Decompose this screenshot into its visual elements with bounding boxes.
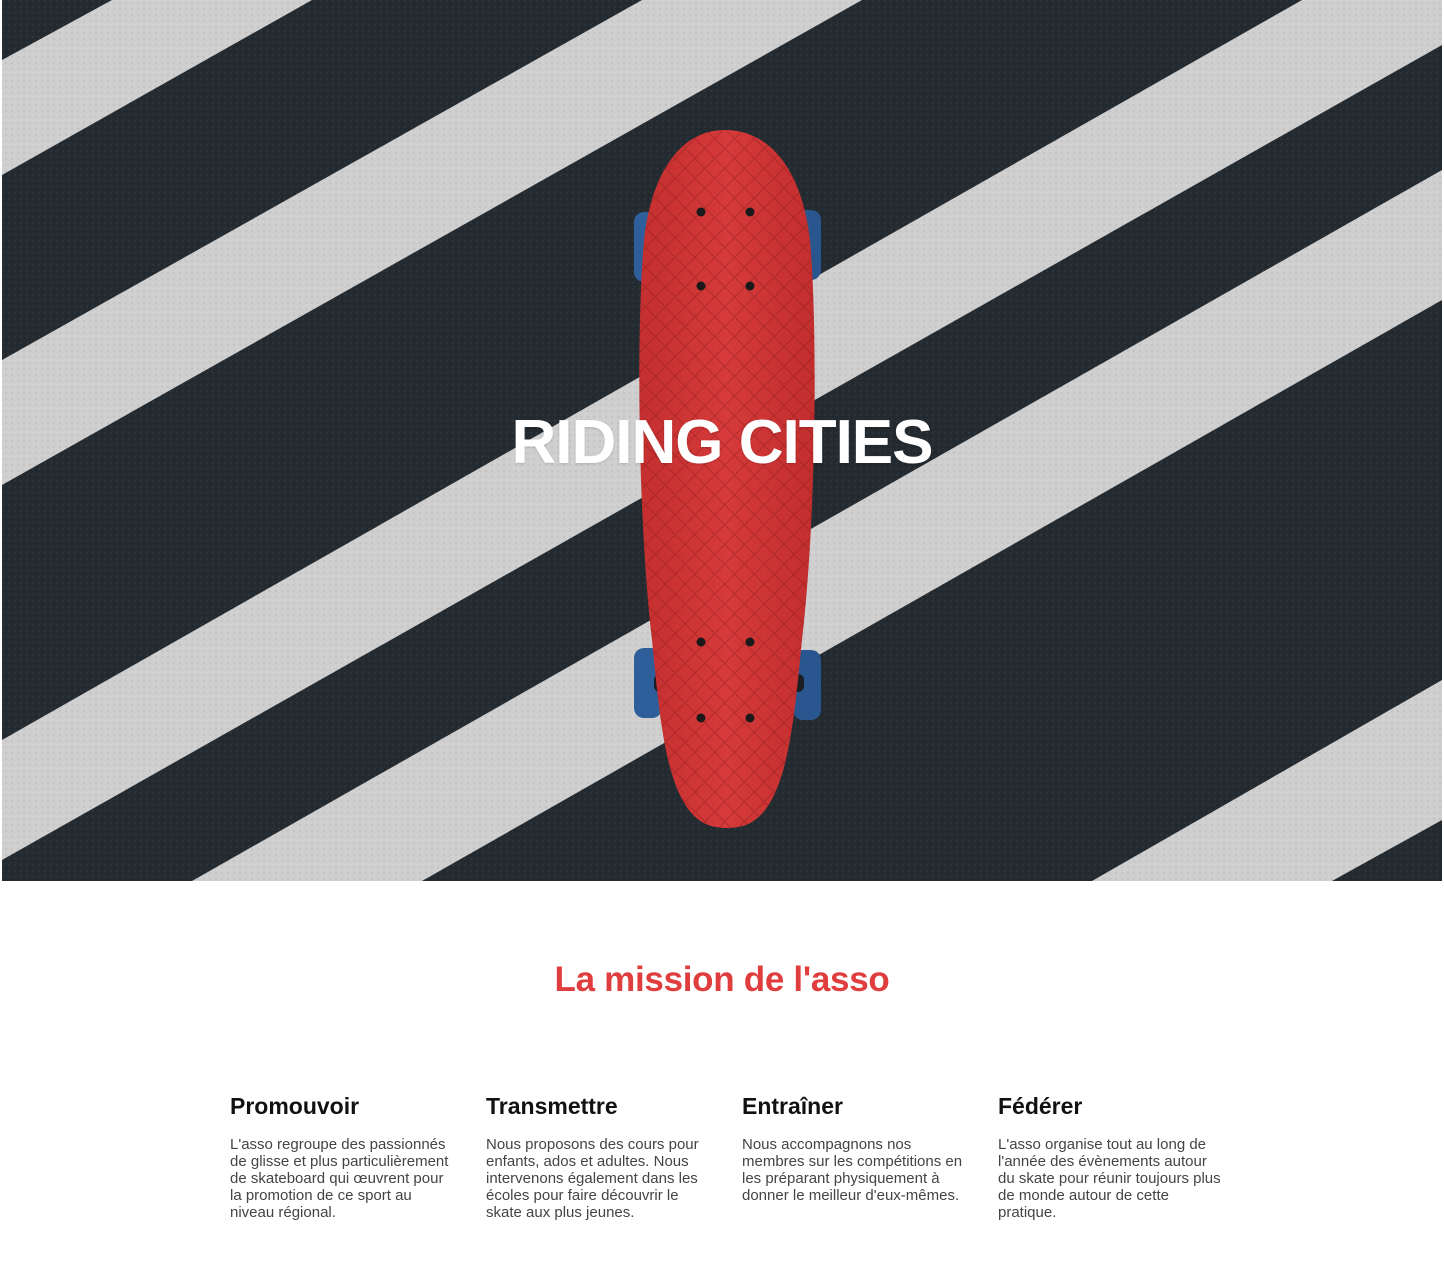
hero-banner [2, 0, 1442, 881]
mission-card-heading: Fédérer [998, 1093, 1083, 1119]
mission-card-entrainer [742, 1090, 967, 1204]
mission-card-text: Nous proposons des cours pour enfants, ados et adultes. Nous intervenons également dans les écoles pour faire découvrir le skate aux plus jeunes. [486, 1136, 699, 1221]
mission-card-heading: Entraîner [742, 1093, 843, 1119]
hero-title: RIDING CITIES [511, 408, 933, 477]
mission-card-text: Nous accompagnons nos membres sur les compétitions en les préparant physiquement à donner le meilleur d'eux-mêmes. [742, 1136, 963, 1204]
mission-card-text: L'asso regroupe des passionnés de glisse et plus particulièrement de skateboard qui œuvrent pour la promotion de ce sport au niveau régional. [230, 1136, 449, 1221]
mission-card-promouvoir [230, 1090, 455, 1221]
mission-cards [230, 1090, 1230, 1260]
mission-card-text: L'asso organise tout au long de l'année des évènements autour du skate pour réunir toujours plus de monde autour de cette pratique. [998, 1136, 1221, 1221]
mission-card-federer [998, 1090, 1223, 1221]
mission-card-transmettre [486, 1090, 711, 1221]
mission-card-heading: Transmettre [486, 1093, 618, 1119]
mission-card-heading: Promouvoir [230, 1093, 360, 1119]
mission-section-title: La mission de l'asso [554, 960, 890, 999]
